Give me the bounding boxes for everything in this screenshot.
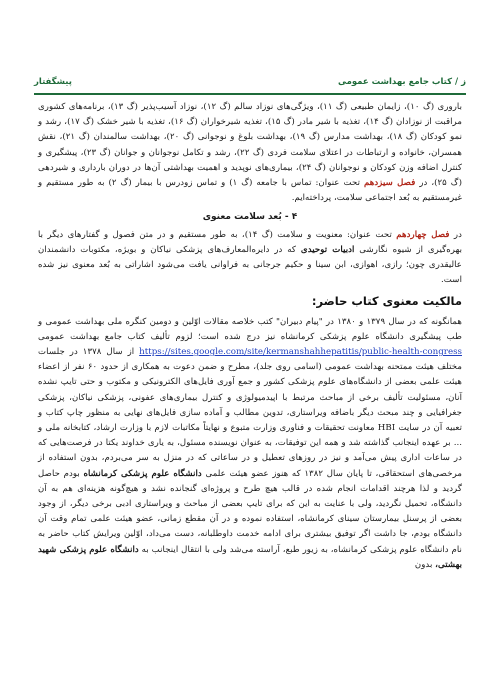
paragraph-3-b: از سال ۱۳۷۸ در جلسات مختلف هیئت ممتحنه بهداشت عمومی (اسامی روی جلد)، مطرح و ضمن دعوت به همکاری از حدود ۶۰ نفر از اعضاء هیئت علمی بعضی از دانشگاه‌های علوم پزشکی کشور و جمع آوری فایل‌های الکترونیکی و مکتوب و حتی تایپ نشده آنان، مسئولیت تألیف برخی از مباحث مرتبط با اپیدمیولوژی و کنترل بیماری‌های عفونی، پزشکی نیاکان، پزشکی جغرافیایی و چند مبحث دیگر باضافه ویراستاری، تدوین مطالب و آماده سازی فایل‌های نهایی به منظور چاپ کتاب و تعبیه آن در سایت HBI معاونت تحقیقات و فناوری وزارت متبوع و نهایتاً مکاتبات لازم با وزارت ارشاد، کتابخانه ملی و ... بر عهده اینجانب گذاشته شد و همه این توفیقات، به عنوان نویسنده مسئول، به یاری خداوند یکتا در فرصت‌هایی که در ساعات اداری پیش می‌آمد و نیز در روزهای تعطیل و در ساعاتی که در منزل به سر می‌بردم، بدون استفاده از مرخصی‌های استحقاقی، تا پایان سال ۱۳۸۲ که هنوز عضو هیئت علمی bbox=[38, 347, 463, 479]
paragraph-3 bbox=[38, 315, 462, 573]
header-side-label: پیشگفتار bbox=[34, 77, 72, 87]
paragraph-2 bbox=[38, 228, 462, 289]
header-section-label: ز / کتاب جامع بهداشت عمومی bbox=[337, 77, 466, 87]
section-heading: مالکیت معنوی کتاب حاضر: bbox=[311, 294, 462, 309]
header-rule bbox=[34, 93, 466, 95]
paragraph-1 bbox=[38, 100, 462, 206]
paragraph-2-end: که در دایره‌المعارف‌های پزشکی نیاکان و بویژه، مکتوبات دانشمندان عالیقدری چون؛ رازی، اهوازی، ابن سینا و حکیم جرجانی به فراوانی یافت می‌شود اشاراتی به بُعد معنوی نیز شده است. bbox=[38, 244, 462, 286]
paragraph-3-c: بودم حاصل گردید و لذا هرچند اقدامات انجام شده در قالب هیچ طرح و پروژه‌ای گنجانده نشد و هیچ‌گونه هزینه‌ای هم به آن دانشگاه، تحمیل نگردید، ولی با عنایت به این که برای تایپ بعضی از مباحث و ویراستاری ادبی برخی دیگر، از وجود بعضی از پرسنل بیمارستان سینای کرمانشاه، استفاده نموده و در آن مقطع زمانی، عضو هیئت علمی تمام وقت آن دانشگاه بودم، جا داشت اگر توفیق بیشتری برای ادامه خدمت داوطلبانه، دست می‌داد، اوّلین ویرایش کتاب حاضر به نام دانشگاه علوم پزشکی کرمانشاه، به زیور طبع، آراسته می‌شد ولی با انتقال اینجانب به bbox=[38, 468, 462, 555]
congress-link[interactable]: https://sites.google.com/site/kermanshahhepatitis/public-health-congress bbox=[139, 347, 462, 358]
subsection-title: ۴ - بُعد سلامت معنوی bbox=[202, 212, 298, 223]
paragraph-2-start: در bbox=[453, 229, 462, 240]
beheshti-university-name: دانشگاه علوم پزشکی شهید بهشتی، bbox=[38, 544, 462, 570]
running-header bbox=[34, 72, 466, 92]
paragraph-3-d: بدون bbox=[414, 559, 433, 570]
kermanshah-university-name: دانشگاه علوم پزشکی کرمانشاه bbox=[83, 468, 202, 479]
chapter-14-label: فصل چهاردهم bbox=[396, 229, 450, 240]
body-text bbox=[38, 100, 462, 573]
tawhidi-literature-term: ادبیات توحیدی bbox=[300, 244, 355, 255]
paragraph-1-text: باروری (گ ۱۰)، زایمان طبیعی (گ ۱۱)، ویژگی‌های نوزاد سالم (گ ۱۲)، نوزاد آسیب‌پذیر (گ ۱۳)، برنامه‌های کشوری مراقبت از نوزادان (گ ۱۴)، تغذیه با شیر مادر (گ ۱۵)، تغذیه شیرخواران (گ ۱۶)، تغذیه با شیر خشک (گ ۱۷)، رشد و نمو کودکان (گ ۱۸)، بهداشت مدارس (گ ۱۹)، بهداشت بلوغ و نوجوانی (گ ۲۰)، بهداشت سالمندان (گ ۲۱)، نقش همسران، خانواده و ارتباطات در اعتلای سلامت فردی (گ ۲۲)، رشد و تکامل نوجوانان و جوانان (گ ۲۳)، پیشگیری و کنترل اضافه وزن کودکان و نوجوانان (گ ۲۴)، بیماری‌های نوپدید و اهمیت بهداشتی آن‌ها در دوران بارداری و شیردهی (گ ۲۵)، در bbox=[38, 102, 463, 189]
paragraph-2-mid: تحت عنوان: معنویت و سلامت (گ ۱۴)، به طور مستقیم و در متن فصول و گفتارهای دیگر با بهره‌گیری از شیوه نگارشی bbox=[38, 229, 463, 255]
paragraph-3-a: همانگونه که در سال ۱۳۷۹ و ۱۳۸۰ در "پیام دبیران" کتب خلاصه مقالات اوّلین و دومین کنگره ملی بهداشت عمومی و طب پیشگیری دانشگاه علوم پزشکی کرمانشاه نیز درج شده است؛ لزوم تألیف کتاب جامع بهداشت عمومی bbox=[38, 316, 463, 342]
paragraph-1-end: تحت عنوان: تماس با جامعه (گ ۱) و تماس زودرس با بیمار (گ ۲) به طور مستقیم و غیرمستقیم به بُعد اجتماعی سلامت، پرداخته‌ایم. bbox=[38, 178, 462, 204]
chapter-13-label: فصل سیزدهم bbox=[363, 178, 416, 189]
